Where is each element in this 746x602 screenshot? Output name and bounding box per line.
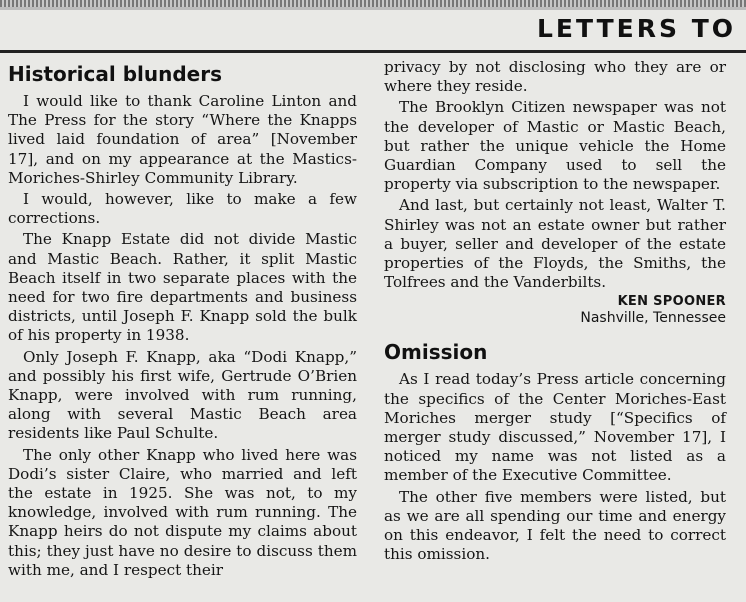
left-column (8, 58, 357, 582)
letter-headline: Omission (384, 340, 488, 365)
right-column (384, 58, 726, 566)
signature-place: Nashville, Tennessee (580, 310, 726, 327)
letter-paragraph: As I read today’s Press article concerning the specifics of the Center Moriches-East Moriches merger study [“Specifics of merger study discussed,” November 17], I noticed my name was not listed as a member of the Executive Committee. (384, 370, 726, 485)
letter-paragraph: The other five members were listed, but as we are all spending our time and energy on this endeavor, I felt the need to correct this omission. (384, 487, 726, 564)
section-title: LETTERS TO (536, 14, 736, 43)
letter-headline: Historical blunders (8, 62, 222, 86)
top-border-rule-shade (0, 7, 746, 10)
letter-paragraph-continued: privacy by not disclosing who they are or where they reside. (384, 58, 726, 96)
letter-paragraph: The only other Knapp who lived here was Dodi’s sister Claire, who married and left the estate in 1925. She was not, to my knowledge, involved with rum running. The Knapp heirs do not dispute my claims about this; they just have no desire to discuss them with me, and I respect their (8, 445, 357, 579)
letter-paragraph: And last, but certainly not least, Walter T. Shirley was not an estate owner but rather a buyer, seller and developer of the estate properties of the Floyds, the Smiths, the Tolfrees and the Vanderbilts. (384, 196, 726, 292)
top-border-rule (0, 0, 746, 7)
signature-name: KEN SPOONER (617, 294, 726, 310)
letter-paragraph: I would like to thank Caroline Linton and The Press for the story “Where the Knapps lived laid foundation of area” [November 17], and on my appearance at the Mastics-Moriches-Shirley Community Library. (8, 92, 357, 187)
letter-paragraph: The Brooklyn Citizen newspaper was not the developer of Mastic or Mastic Beach, but rather the unique vehicle the Home Guardian Company used to sell the property via subscription to the newspaper. (384, 98, 726, 194)
letter-paragraph: Only Joseph F. Knapp, aka “Dodi Knapp,” and possibly his first wife, Gertrude O’Brien Knapp, were involved with rum running, along with several Mastic Beach area residents like Paul Schulte. (8, 347, 357, 443)
letter-paragraph: I would, however, like to make a few corrections. (8, 190, 357, 228)
header-divider (0, 50, 746, 53)
letter-paragraph: The Knapp Estate did not divide Mastic and Mastic Beach. Rather, it split Mastic Beach itself in two separate places with the need for two fire departments and business districts, until Joseph F. Knapp sold the bulk of his property in 1938. (8, 230, 357, 345)
